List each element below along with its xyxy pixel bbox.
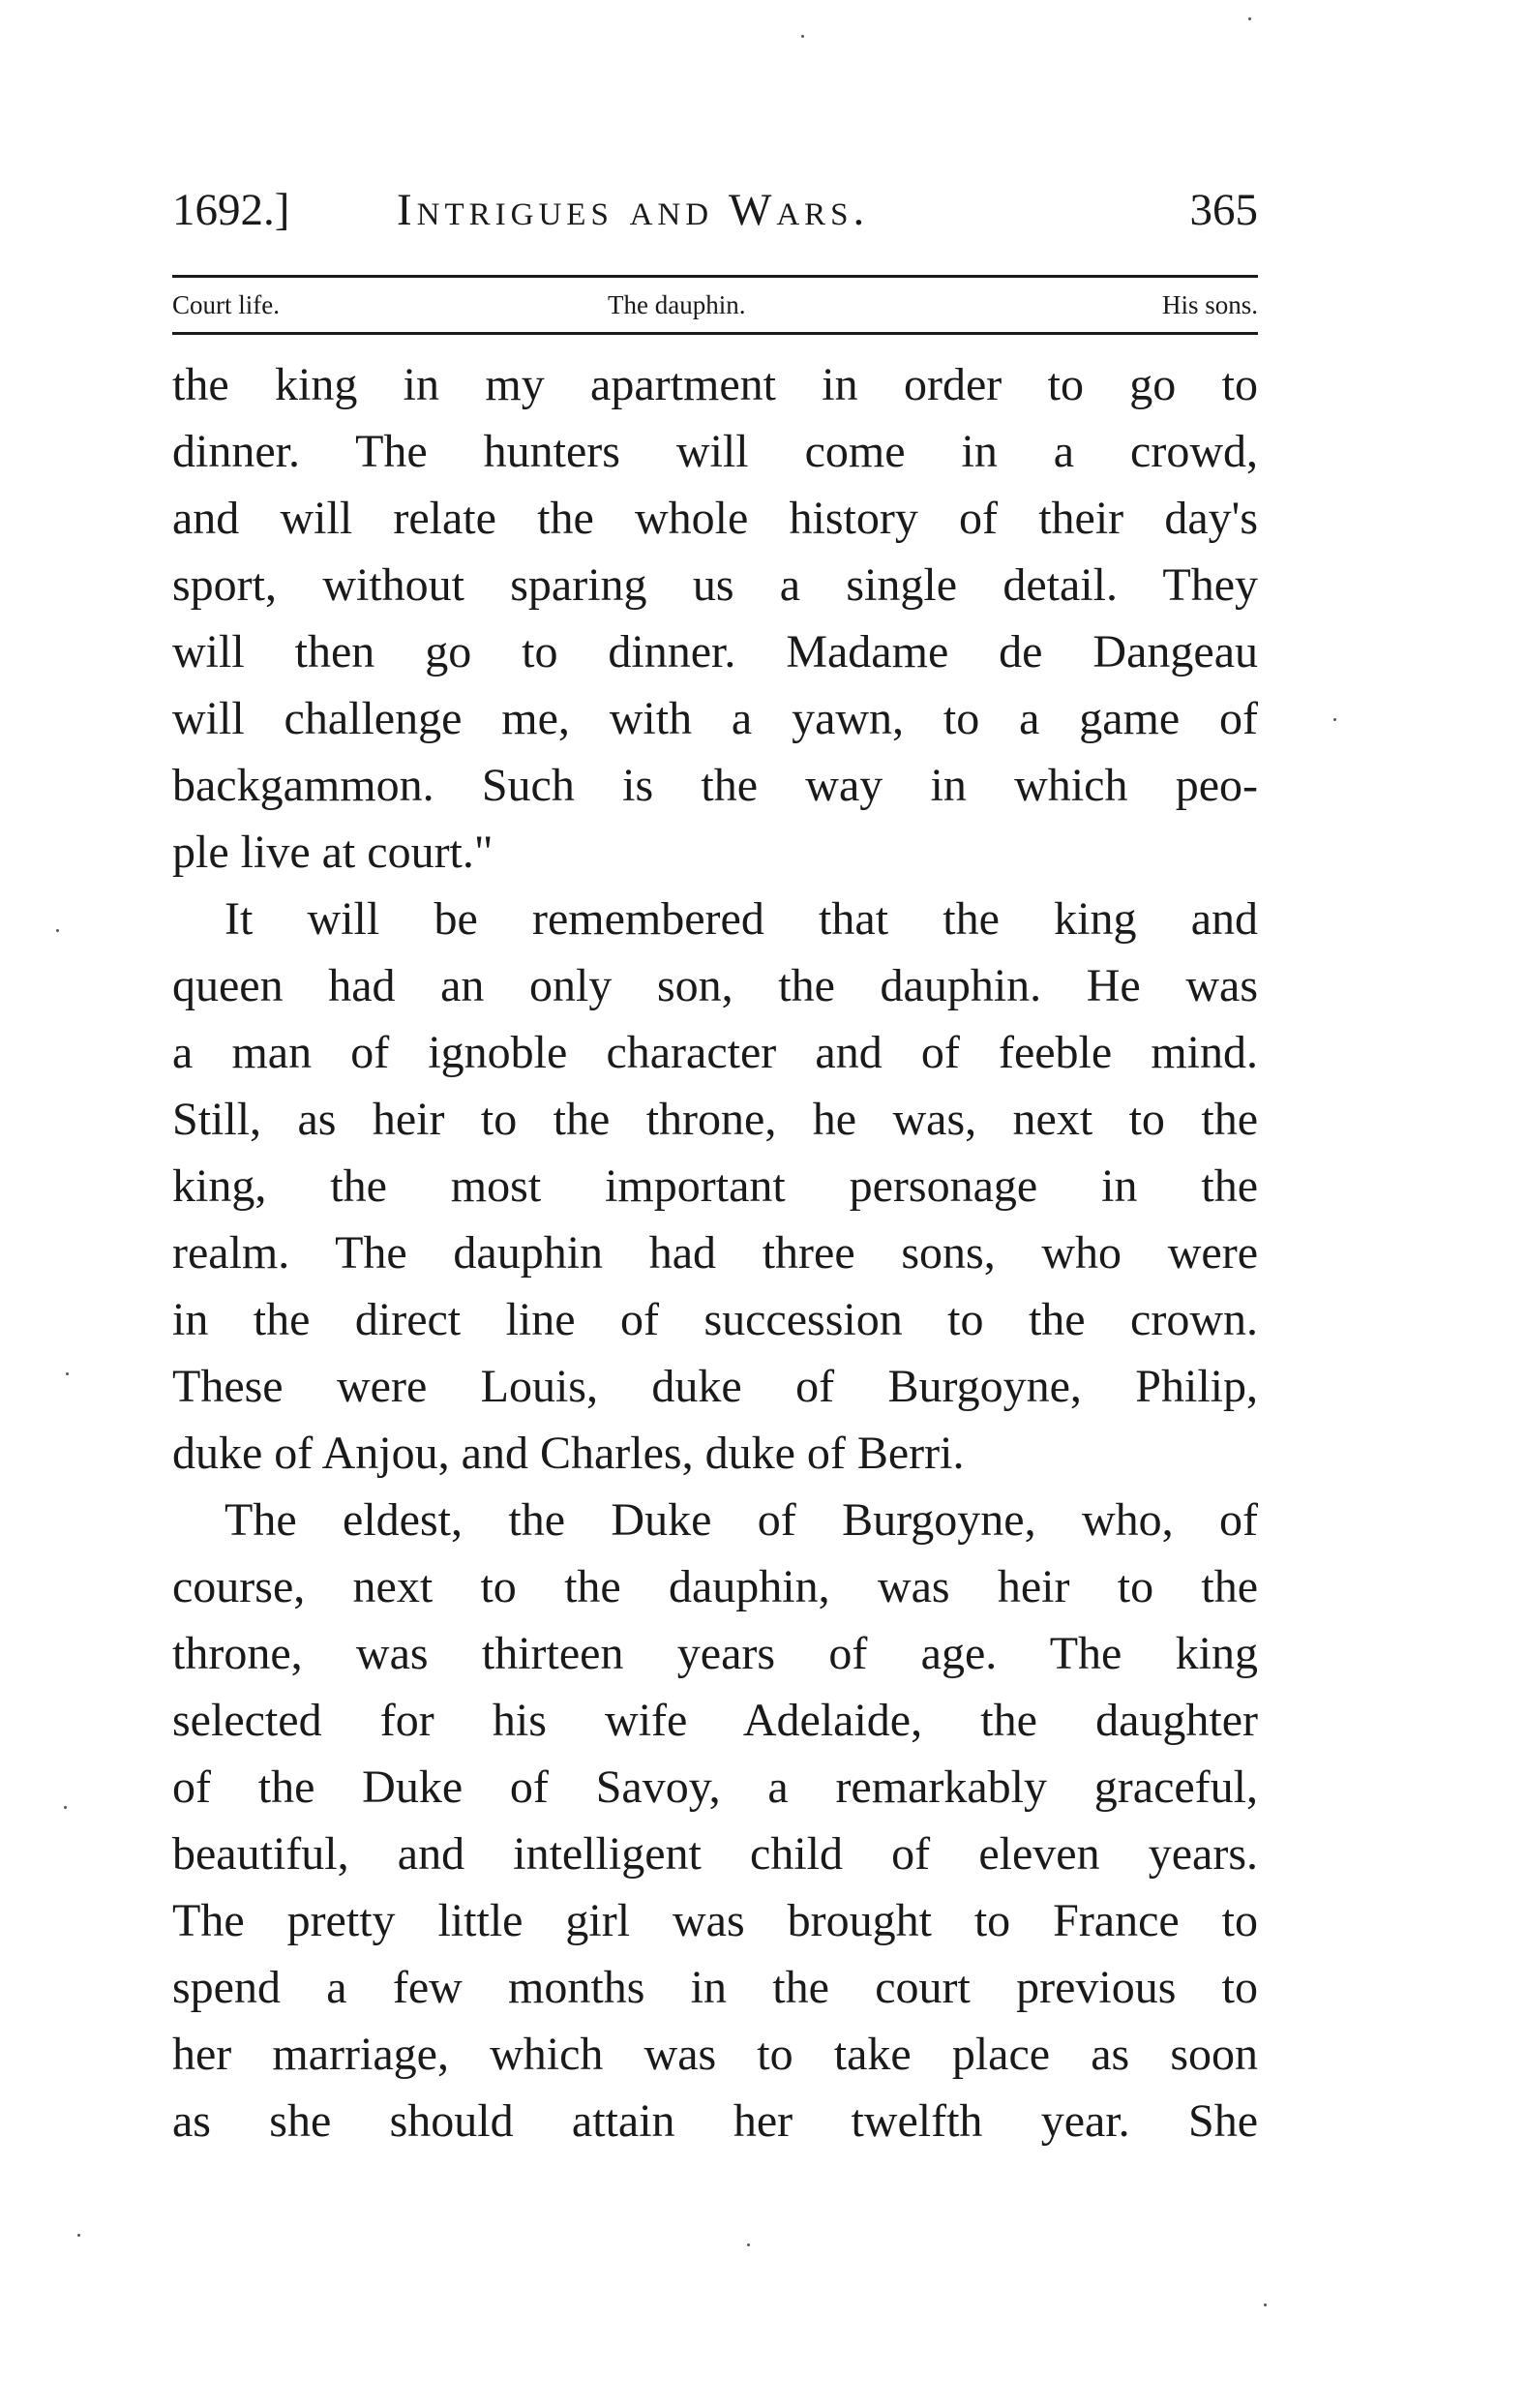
text-line: king, the most important personage in the (172, 1160, 1258, 1212)
page-number: 365 (1189, 185, 1258, 235)
topic-left: Court life. (172, 290, 280, 319)
text-line: will then go to dinner. Madame de Dangeau (172, 626, 1258, 677)
text-line: selected for his wife Adelaide, the daughter (172, 1695, 1258, 1746)
text-line: These were Louis, duke of Burgoyne, Philip, (172, 1361, 1258, 1412)
running-head-title: Intrigues and Wars. (397, 185, 870, 235)
text-line: realm. The dauphin had three sons, who were (172, 1227, 1258, 1279)
text-line: of the Duke of Savoy, a remarkably graceful, (172, 1761, 1258, 1813)
header-rule-top (172, 275, 1258, 278)
text-line: queen had an only son, the dauphin. He was (172, 960, 1258, 1011)
scan-speck (64, 1806, 67, 1809)
text-line: will challenge me, with a yawn, to a game of (172, 693, 1258, 744)
scan-speck (801, 35, 804, 38)
scan-speck (1333, 718, 1336, 721)
scan-speck (747, 2243, 750, 2246)
text-line: ple live at court." (172, 827, 494, 878)
scan-speck (56, 929, 59, 932)
text-line: It will be remembered that the king and (224, 893, 1258, 945)
text-line: The pretty little girl was brought to France to (172, 1895, 1258, 1946)
header-rule-bottom (172, 332, 1258, 335)
body-text (172, 351, 1258, 2154)
text-line: backgammon. Such is the way in which peo- (172, 760, 1258, 811)
text-line: duke of Anjou, and Charles, duke of Berri. (172, 1428, 965, 1479)
text-line: and will relate the whole history of their day's (172, 493, 1258, 544)
scan-speck (1264, 2303, 1267, 2306)
running-head-year: 1692.] (172, 185, 290, 235)
text-line: a man of ignoble character and of feeble mind. (172, 1027, 1258, 1078)
topic-center: The dauphin. (608, 290, 746, 319)
text-line: dinner. The hunters will come in a crowd, (172, 426, 1258, 477)
scan-speck (77, 2234, 80, 2237)
text-line: in the direct line of succession to the crown. (172, 1294, 1258, 1345)
text-line: as she should attain her twelfth year. She (172, 2095, 1258, 2147)
text-line: course, next to the dauphin, was heir to the (172, 1561, 1258, 1612)
text-line: her marriage, which was to take place as soon (172, 2029, 1258, 2080)
text-line: spend a few months in the court previous to (172, 1962, 1258, 2013)
scan-speck (66, 1372, 69, 1375)
text-line: The eldest, the Duke of Burgoyne, who, of (224, 1494, 1258, 1546)
text-line: the king in my apartment in order to go to (172, 359, 1258, 410)
topic-right: His sons. (1161, 290, 1258, 319)
text-line: sport, without sparing us a single detail. They (172, 559, 1258, 611)
topic-headings (172, 280, 1258, 330)
text-line: beautiful, and intelligent child of eleven years. (172, 1828, 1258, 1880)
text-line: throne, was thirteen years of age. The king (172, 1628, 1258, 1679)
text-line: Still, as heir to the throne, he was, next to the (172, 1094, 1258, 1145)
running-head (172, 176, 1258, 244)
scan-speck (1248, 17, 1251, 20)
